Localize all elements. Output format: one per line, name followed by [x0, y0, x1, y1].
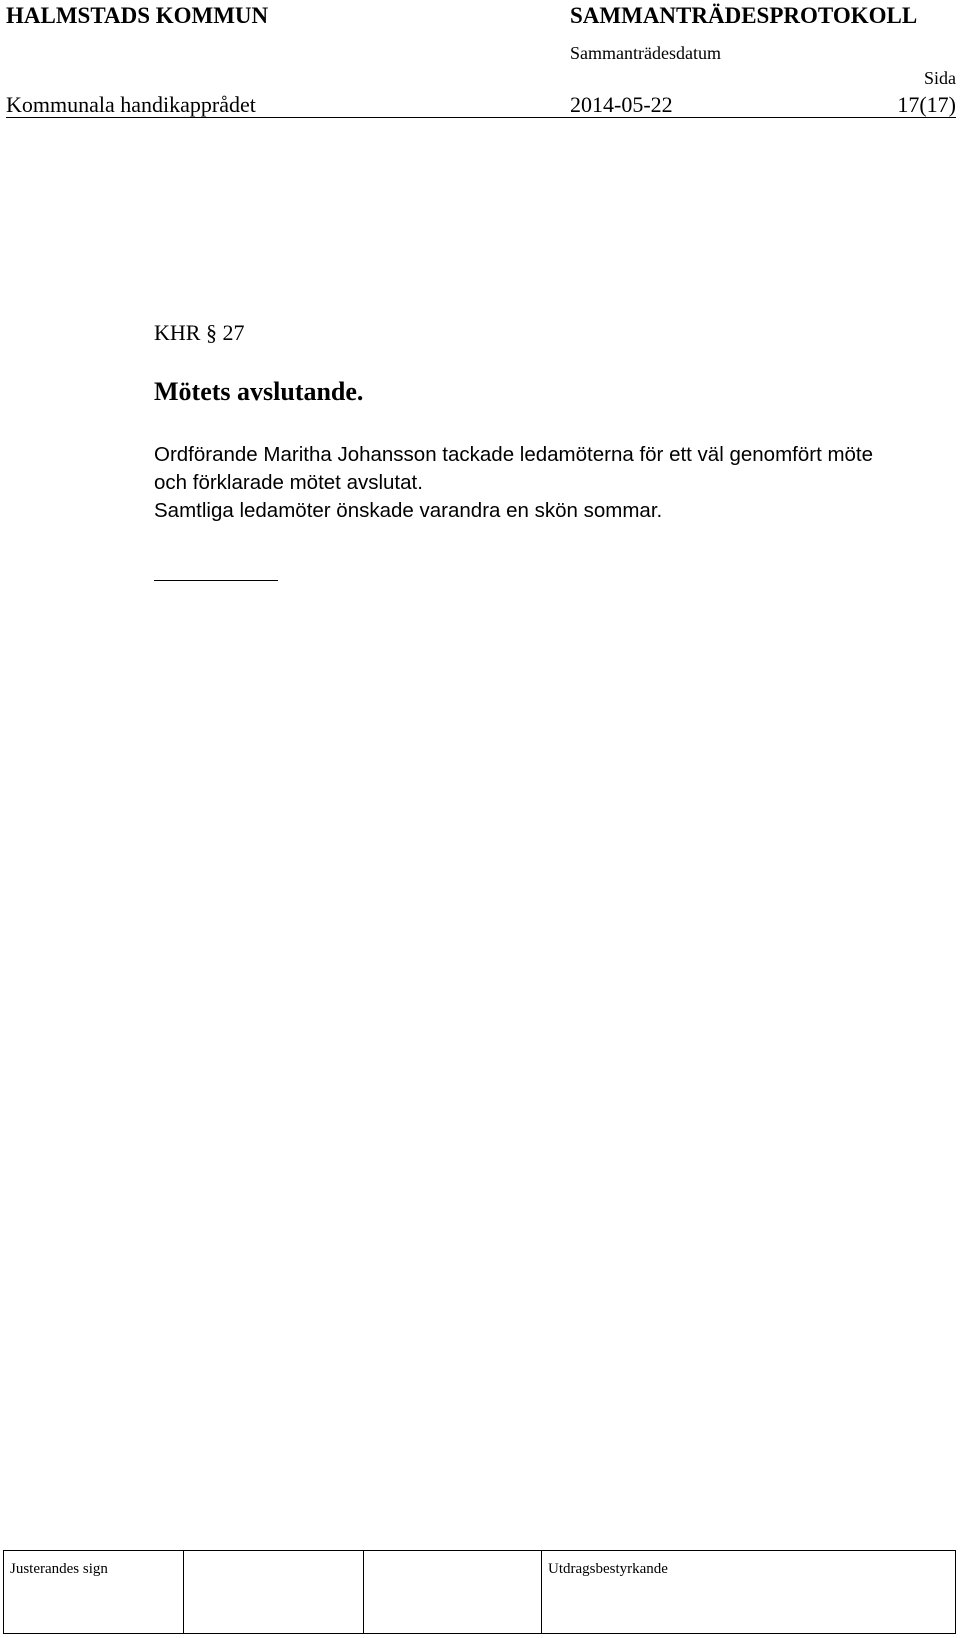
body-line: Samtliga ledamöter önskade varandra en skön sommar. — [154, 499, 663, 522]
page-number: 17(17) — [897, 92, 956, 117]
extract-certification-cell — [542, 1551, 955, 1633]
organization-name: HALMSTADS KOMMUN — [6, 3, 269, 28]
closing-rule — [154, 580, 278, 581]
body-line: och förklarade mötet avslutat. — [154, 471, 423, 494]
page-label: Sida — [923, 68, 956, 88]
section-title: Mötets avslutande. — [154, 377, 364, 406]
extract-label: Utdragsbestyrkande — [548, 1561, 668, 1577]
signature-cell — [184, 1551, 364, 1633]
header-divider — [6, 117, 956, 118]
committee-name: Kommunala handikapprådet — [6, 92, 256, 117]
signature-table — [3, 1550, 956, 1634]
section-reference: KHR § 27 — [154, 320, 245, 345]
meeting-date-label: Sammanträdesdatum — [570, 43, 721, 63]
meeting-date: 2014-05-22 — [570, 92, 673, 117]
body-line: Ordförande Maritha Johansson tackade ledamöterna för ett väl genomfört möte — [154, 443, 874, 466]
document-type: SAMMANTRÄDESPROTOKOLL — [570, 3, 918, 28]
signature-label-cell — [4, 1551, 184, 1633]
signature-cell — [364, 1551, 542, 1633]
signature-label: Justerandes sign — [10, 1561, 108, 1577]
section-body — [154, 441, 873, 525]
